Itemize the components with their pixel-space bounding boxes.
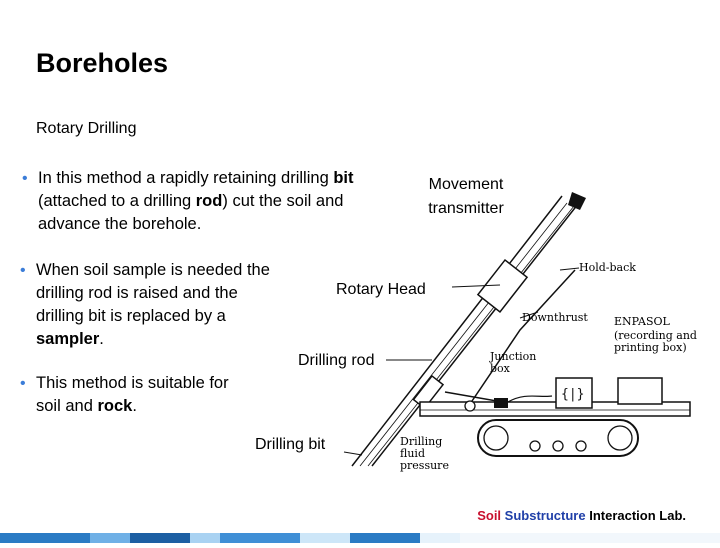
label-drilling-fluid: Drilling fluid pressure [400, 435, 449, 472]
footer-substructure: Substructure [504, 508, 586, 523]
bullet-text: This method is suitable for soil and [36, 374, 229, 415]
bullet-text: ) cut the soil and advance the borehole. [38, 192, 344, 233]
callout-drilling-bit: Drilling bit [255, 436, 326, 453]
bullet-text: (attached to a drilling [38, 192, 196, 210]
bullet-text: . [99, 330, 104, 348]
bullet-dot-icon: • [20, 262, 26, 279]
footer-rest: Interaction Lab. [589, 508, 686, 523]
label-enpasol: ENPASOL [614, 315, 670, 328]
bullet-bold: rod [195, 192, 223, 210]
pulley-icon [465, 401, 475, 411]
label-junction-box: Junction box [490, 350, 537, 375]
footer-lab-name [477, 508, 686, 523]
callout-rotary-head: Rotary Head [336, 281, 426, 298]
label-downthrust: Downthrust [522, 311, 588, 324]
junction-box-icon [494, 398, 508, 408]
label-hold-back: Hold-back [579, 261, 636, 274]
bullet-dot-icon: • [22, 170, 28, 187]
bullet-text: In this method a rapidly retaining drilling [38, 169, 334, 187]
callout-drilling-rod: Drilling rod [298, 352, 375, 369]
enpasol-screen: {|} [561, 387, 585, 402]
hose-line [508, 396, 552, 402]
cab-box [618, 378, 662, 404]
slide-title: Boreholes [36, 48, 169, 78]
bullet-text: When soil sample is needed the drilling rod is raised and the drilling bit is replaced by a [36, 261, 270, 325]
footer-soil: Soil [477, 508, 502, 523]
slide-subtitle: Rotary Drilling [36, 120, 137, 137]
label-enpasol-sub: (recording and printing box) [614, 329, 697, 354]
bullet-dot-icon: • [20, 375, 26, 392]
bullet-bold: bit [333, 169, 354, 187]
bottom-decor-strip [0, 530, 720, 540]
callout-movement-transmitter: Movement transmitter [428, 176, 504, 217]
bullet-text: . [132, 397, 137, 415]
bullet-bold: sampler [36, 330, 100, 348]
mast-top-icon [568, 192, 586, 210]
bullet-bold: rock [97, 397, 133, 415]
